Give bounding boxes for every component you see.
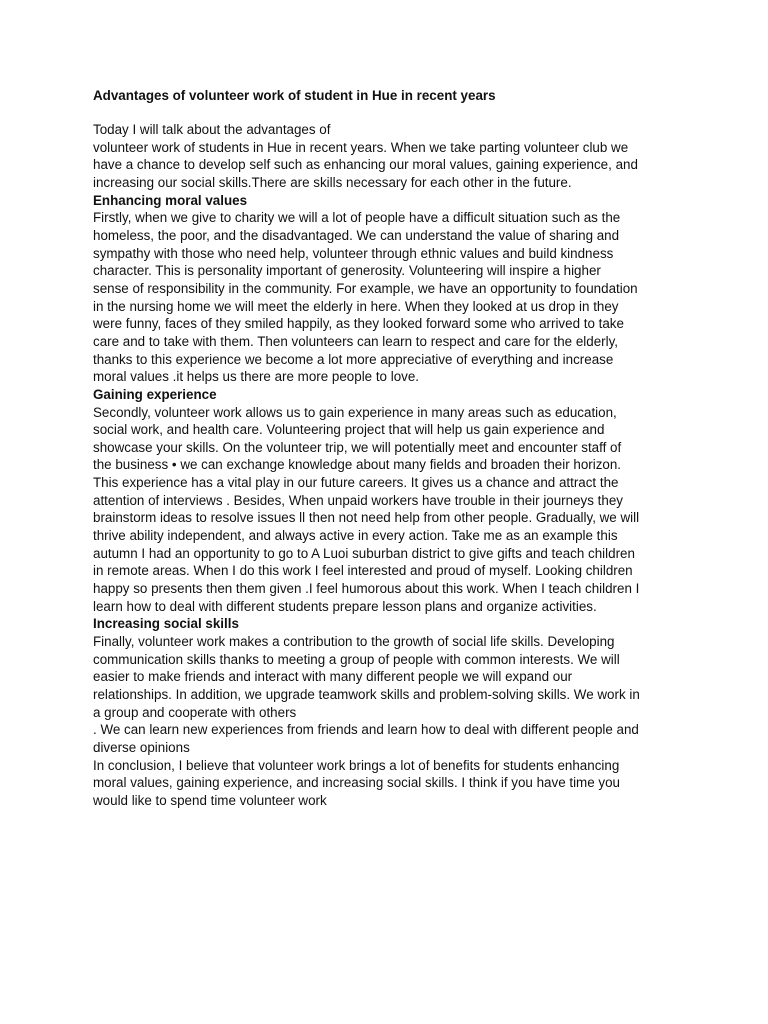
section-heading-social-skills: Increasing social skills [93, 616, 239, 632]
section-heading-gaining-experience: Gaining experience [93, 386, 217, 402]
paragraph-line: sense of responsibility in the community. For example, we have an opportunity to foundation [93, 280, 638, 296]
paragraph-line: diverse opinions [93, 739, 190, 755]
paragraph-line: . We can learn new experiences from friends and learn how to deal with different people and [93, 722, 639, 738]
paragraph-line: In conclusion, I believe that volunteer work brings a lot of benefits for students enhancing [93, 757, 620, 773]
title-spacer [93, 106, 693, 121]
paragraph-line: moral values, gaining experience, and increasing social skills. I think if you have time you [93, 775, 620, 791]
paragraph-line: learn how to deal with different students prepare lesson plans and organize activities. [93, 598, 597, 614]
paragraph-line: happy so presents then them given .I feel humorous about this work. When I teach children I [93, 581, 640, 597]
section-paragraph-gaining-experience [93, 404, 693, 616]
paragraph-line: would like to spend time volunteer work [93, 792, 327, 808]
paragraph-line: showcase your skills. On the volunteer trip, we will potentially meet and encounter staff of [93, 439, 622, 455]
paragraph-line: care and to take with them. Then volunteers can learn to respect and care for the elderly, [93, 333, 619, 349]
paragraph-line: attention of interviews . Besides, When unpaid workers have trouble in their journeys they [93, 492, 623, 508]
paragraph-line: Firstly, when we give to charity we will a lot of people have a difficult situation such as the [93, 210, 621, 226]
paragraph-line: Finally, volunteer work makes a contribution to the growth of social life skills. Developing [93, 634, 615, 650]
intro-paragraph [93, 121, 693, 192]
paragraph-line: relationships. In addition, we upgrade teamwork skills and problem-solving skills. We work in [93, 687, 640, 702]
paragraph-line: thrive ability independent, and always active in every action. Take me as an example this [93, 528, 618, 544]
paragraph-line: Secondly, volunteer work allows us to gain experience in many areas such as education, [93, 404, 617, 420]
paragraph-line: This experience has a vital play in our future careers. It gives us a chance and attract the [93, 475, 619, 491]
paragraph-line: character. This is personality important of generosity. Volunteering will inspire a higher [93, 263, 601, 279]
paragraph-line: social work, and health care. Volunteering project that will help us gain experience and [93, 422, 605, 438]
paragraph-line: brainstorm ideas to resolve issues ll then not need help from other people. Gradually, we will [93, 510, 640, 526]
section-paragraph-moral-values [93, 209, 693, 386]
paragraph-line: in remote areas. When I do this work I feel interested and proud of myself. Looking children [93, 563, 633, 579]
paragraph-line: easier to make friends and interact with many different people we will expand our [93, 669, 573, 685]
paragraph-line: autumn I had an opportunity to go to A Luoi suburban district to give gifts and teach children [93, 545, 635, 561]
section-paragraph-social-skills [93, 633, 693, 810]
paragraph-line: moral values .it helps us there are more people to love. [93, 369, 420, 385]
document-page [93, 86, 693, 810]
intro-line: increasing our social skills.There are skills necessary for each other in the future. [93, 174, 572, 190]
paragraph-line: the business • we can exchange knowledge about many fields and broaden their horizon. [93, 457, 622, 473]
intro-line: have a chance to develop self such as enhancing our moral values, gaining experience, and [93, 157, 638, 173]
paragraph-line: sympathy with those who need help, volunteer through ethnic values and build kindness [93, 245, 614, 261]
paragraph-line: communication skills thanks to meeting a group of people with common interests. We will [93, 651, 620, 667]
paragraph-line: a group and cooperate with others [93, 704, 297, 720]
intro-line: Today I will talk about the advantages of [93, 122, 331, 137]
paragraph-line: homeless, the poor, and the disadvantaged. We can understand the value of sharing and [93, 227, 620, 243]
paragraph-line: in the nursing home we will meet the elderly in here. When they looked at us drop in they [93, 298, 619, 314]
paragraph-line: thanks to this experience we become a lot more appreciative of everything and increase [93, 351, 614, 367]
document-title: Advantages of volunteer work of student in Hue in recent years [93, 88, 496, 103]
section-heading-moral-values: Enhancing moral values [93, 192, 248, 208]
paragraph-line: were funny, faces of they smiled happily, as they looked forward some who arrived to take [93, 316, 624, 332]
intro-line: volunteer work of students in Hue in recent years. When we take parting volunteer club we [93, 139, 629, 155]
